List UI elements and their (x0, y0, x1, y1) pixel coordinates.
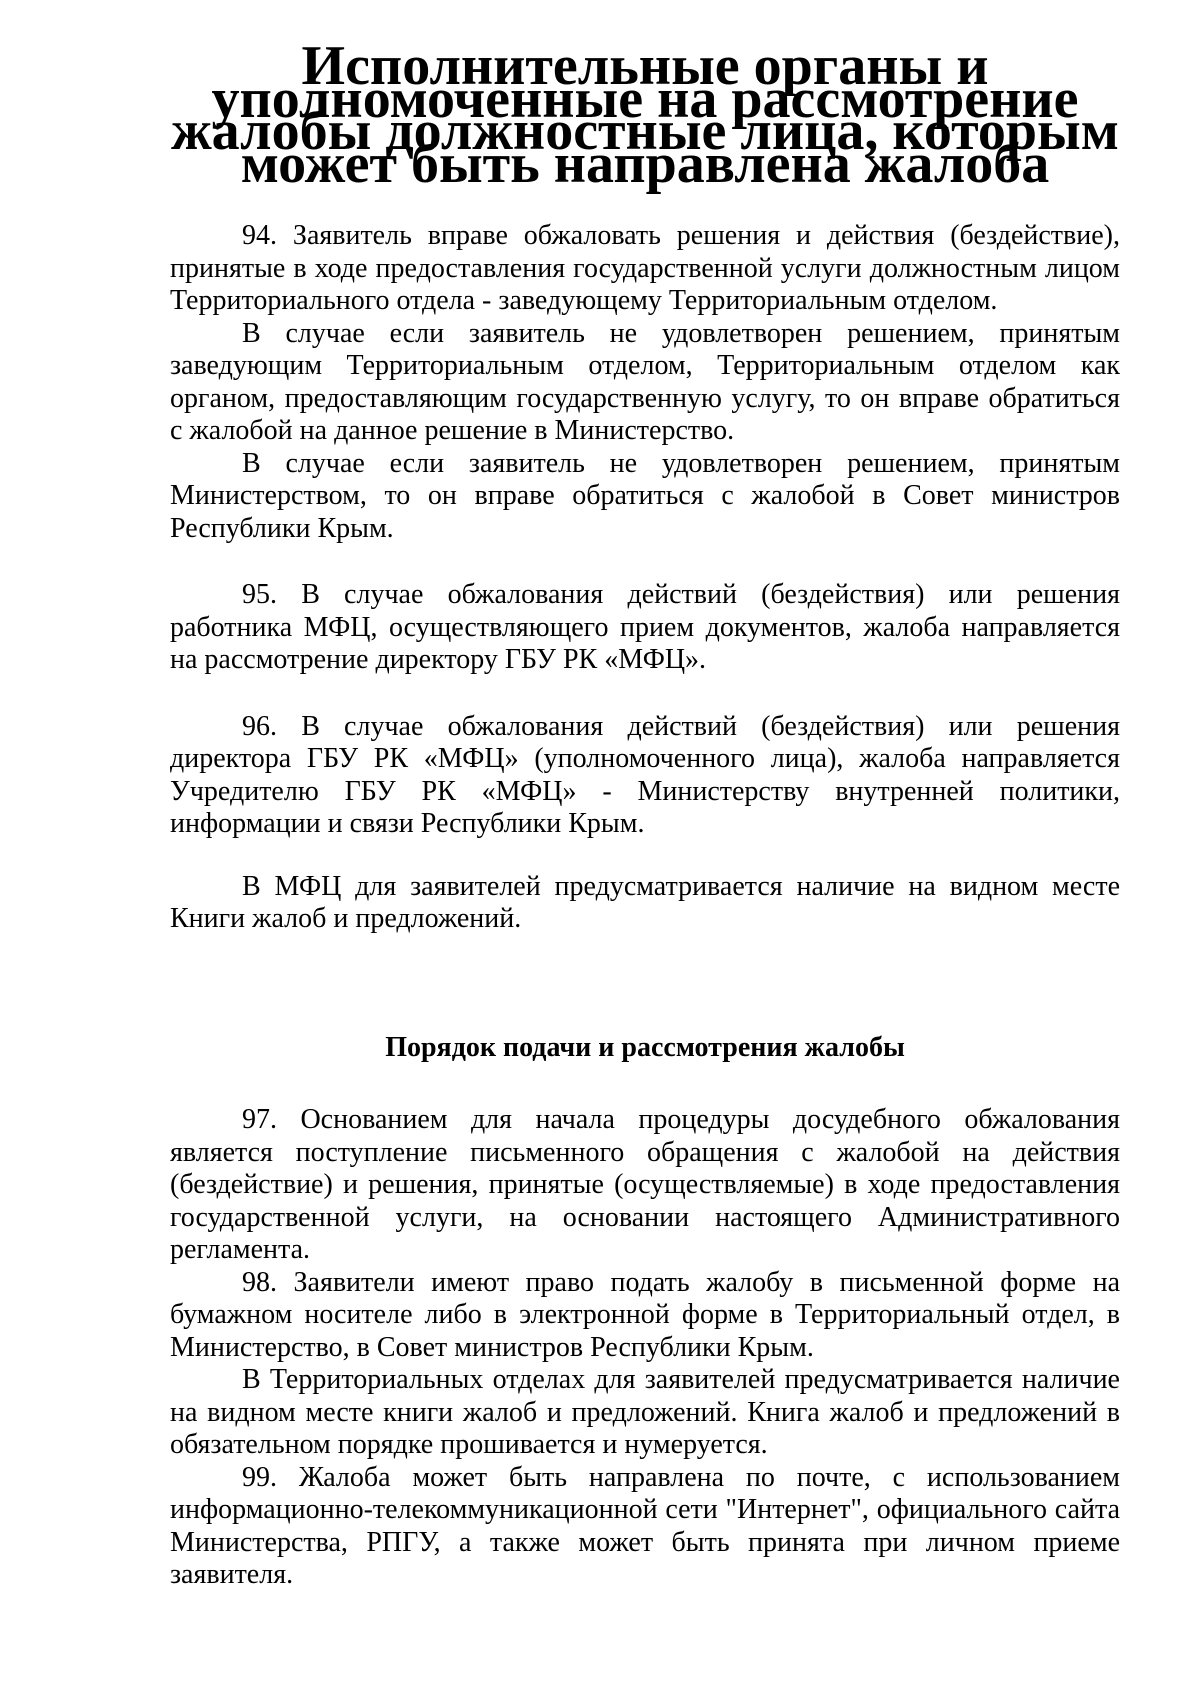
paragraph-mfc-book: В МФЦ для заявителей предусматривается наличие на видном месте Книги жалоб и предложений. (170, 870, 1120, 934)
paragraph-97: 97. Основанием для начала процедуры досудебного обжалования является поступление письменного обращения с жалобой на действия (бездействие) и решения, принятые (осуществляемые) в ходе предоставления государственной услуги, на основании настоящего Административного регламента. (170, 1104, 1120, 1265)
paragraph-94-territorial: В случае если заявитель не удовлетворен решением, принятым заведующим Территориальным отделом, Территориальным отделом как органом, предоставляющим государственную услугу, то он вправе обратиться с жалобой на данное решение в Министерство. (170, 317, 1120, 446)
paragraph-98-book: В Территориальных отделах для заявителей предусматривается наличие на видном месте книги жалоб и предложений. Книга жалоб и предложений в обязательном порядке прошивается и нумеруется. (170, 1364, 1120, 1460)
section-heading-complaint-procedure: Порядок подачи и рассмотрения жалобы (385, 1031, 905, 1063)
paragraph-96: 96. В случае обжалования действий (бездействия) или решения директора ГБУ РК «МФЦ» (уполномоченного лица), жалоба направляется Учредителю ГБУ РК «МФЦ» - Министерству внутренней политики, информации и связи Республики Крым. (170, 710, 1120, 839)
section-heading-complaint-bodies: Исполнительные органы и уполномоченные на рассмотрение жалобы должностные лица, которым может быть направлена жалоба (171, 35, 1119, 195)
paragraph-98: 98. Заявители имеют право подать жалобу в письменной форме на бумажном носителе либо в электронной форме в Территориальный отдел, в Министерство, в Совет министров Республики Крым. (170, 1266, 1120, 1363)
document-page (170, 35, 1120, 1592)
paragraph-99: 99. Жалоба может быть направлена по почте, с использованием информационно-телекоммуникационной сети "Интернет", официального сайта Министерства, РПГУ, а также может быть принята при личном приеме заявителя. (170, 1461, 1120, 1590)
paragraph-95: 95. В случае обжалования действий (бездействия) или решения работника МФЦ, осуществляющего прием документов, жалоба направляется на рассмотрение директору ГБУ РК «МФЦ». (170, 579, 1120, 675)
paragraph-94: 94. Заявитель вправе обжаловать решения и действия (бездействие), принятые в ходе предоставления государственной услуги должностным лицом Территориального отдела - заведующему Территориальным отделом. (170, 220, 1120, 316)
paragraph-94-ministry: В случае если заявитель не удовлетворен решением, принятым Министерством, то он вправе обратиться с жалобой в Совет министров Республики Крым. (170, 447, 1120, 544)
